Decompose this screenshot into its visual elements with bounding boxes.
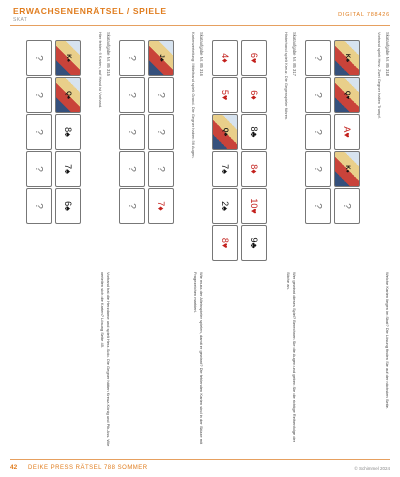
playing-card: 6♠ bbox=[55, 188, 81, 224]
puzzle-text: Welche Karten liegen im Skat? Die Lösung finden Sie auf der nächsten Seite. bbox=[385, 272, 390, 410]
playing-card: A♥ bbox=[334, 114, 360, 150]
card-grid bbox=[26, 40, 81, 222]
playing-card: 6♥ bbox=[241, 40, 267, 76]
playing-card: 4♦ bbox=[212, 40, 238, 76]
playing-card: Q♥ bbox=[334, 77, 360, 113]
puzzle-caption: Skataufgabe Nr. 85 317 bbox=[292, 32, 297, 77]
puzzle-intro: Kartenverteilung: Mittelhand spielt Grand. Die Gegner haben 56 Augen. bbox=[191, 32, 196, 159]
hidden-card: ? bbox=[334, 188, 360, 224]
puzzle-column-4 bbox=[301, 32, 390, 450]
playing-card: 7♦ bbox=[148, 188, 174, 224]
playing-card: 7♠ bbox=[55, 151, 81, 187]
hidden-card: ? bbox=[119, 188, 145, 224]
copyright: © Schimmel 2024 bbox=[354, 466, 390, 471]
playing-card: K♠ bbox=[55, 40, 81, 76]
hidden-card: ? bbox=[305, 151, 331, 187]
hidden-card: ? bbox=[305, 188, 331, 224]
digital-code: DIGITAL 788426 bbox=[338, 12, 390, 18]
puzzle-intro: Hier fehlen 6 Karten, auf Hand ist Vorhand. bbox=[98, 32, 103, 109]
hidden-card: ? bbox=[119, 40, 145, 76]
hidden-card: ? bbox=[119, 151, 145, 187]
card-grid bbox=[212, 40, 267, 259]
hidden-card: ? bbox=[26, 114, 52, 150]
puzzle-text: Vorhand hat die Herzdame und spielt Herz-Solo. Die Gegner hätten Kreuz-König und Pik-Ass. Wie verteilen sich die Karten? Lösung Seite 45. bbox=[100, 272, 111, 447]
publication-name: DEIKE PRESS RÄTSEL 788 SOMMER bbox=[28, 465, 148, 471]
footer-divider bbox=[10, 459, 390, 460]
hidden-card: ? bbox=[119, 114, 145, 150]
playing-card: Q♠ bbox=[55, 77, 81, 113]
playing-card: K♣ bbox=[334, 40, 360, 76]
hidden-card: ? bbox=[305, 40, 331, 76]
playing-card: 9♣ bbox=[241, 225, 267, 261]
hidden-card: ? bbox=[119, 77, 145, 113]
playing-card: 8♦ bbox=[241, 151, 267, 187]
playing-card: 6♦ bbox=[241, 77, 267, 113]
playing-card: 2♠ bbox=[212, 188, 238, 224]
page-number: 42 bbox=[10, 464, 18, 471]
section-title: ERWACHSENENRÄTSEL / SPIELE bbox=[13, 6, 167, 16]
playing-card: Q♣ bbox=[212, 114, 238, 150]
hidden-card: ? bbox=[26, 151, 52, 187]
section-subtitle: SKAT bbox=[13, 17, 28, 23]
puzzle-text: Wer gewinnt dieses Spiel? Berechnen Sie die Augen und geben Sie die richtige Reihenfolge der Stiche an. bbox=[286, 272, 297, 443]
playing-card: 8♠ bbox=[55, 114, 81, 150]
hidden-card: ? bbox=[26, 188, 52, 224]
hidden-card: ? bbox=[148, 151, 174, 187]
puzzle-column-3 bbox=[208, 32, 297, 450]
puzzle-column-2 bbox=[115, 32, 204, 450]
hidden-card: ? bbox=[305, 114, 331, 150]
playing-card: 8♣ bbox=[241, 114, 267, 150]
puzzle-intro: Hinterhand spielt Kreuz. Die Gegenspieler führen. bbox=[284, 32, 289, 121]
card-grid bbox=[119, 40, 174, 222]
puzzle-caption: Skataufgabe Nr. 85 318 bbox=[385, 32, 390, 77]
puzzle-column-1 bbox=[22, 32, 111, 450]
playing-card: 10♥ bbox=[241, 188, 267, 224]
hidden-card: ? bbox=[305, 77, 331, 113]
playing-card: 7♠ bbox=[212, 151, 238, 187]
playing-card: J♣ bbox=[148, 40, 174, 76]
playing-card: 8♥ bbox=[212, 225, 238, 261]
puzzle-caption: Skataufgabe Nr. 85 316 bbox=[199, 32, 204, 77]
hidden-card: ? bbox=[148, 114, 174, 150]
header-divider bbox=[10, 25, 390, 26]
hidden-card: ? bbox=[26, 77, 52, 113]
hidden-card: ? bbox=[26, 40, 52, 76]
playing-card: 5♥ bbox=[212, 77, 238, 113]
puzzle-intro: Vorhand spielt Herz. Zwei Gegner halten Trumpf. bbox=[377, 32, 382, 119]
puzzle-caption: Skataufgabe Nr. 85 315 bbox=[106, 32, 111, 77]
hidden-card: ? bbox=[148, 77, 174, 113]
card-grid bbox=[305, 40, 360, 222]
puzzle-text: Wie muss der Alleinspieler spielen, damit er gewinnt? Die fehlenden Karten sind in der Skizze mit Fragezeichen markiert. bbox=[193, 272, 204, 445]
playing-card: K♦ bbox=[334, 151, 360, 187]
